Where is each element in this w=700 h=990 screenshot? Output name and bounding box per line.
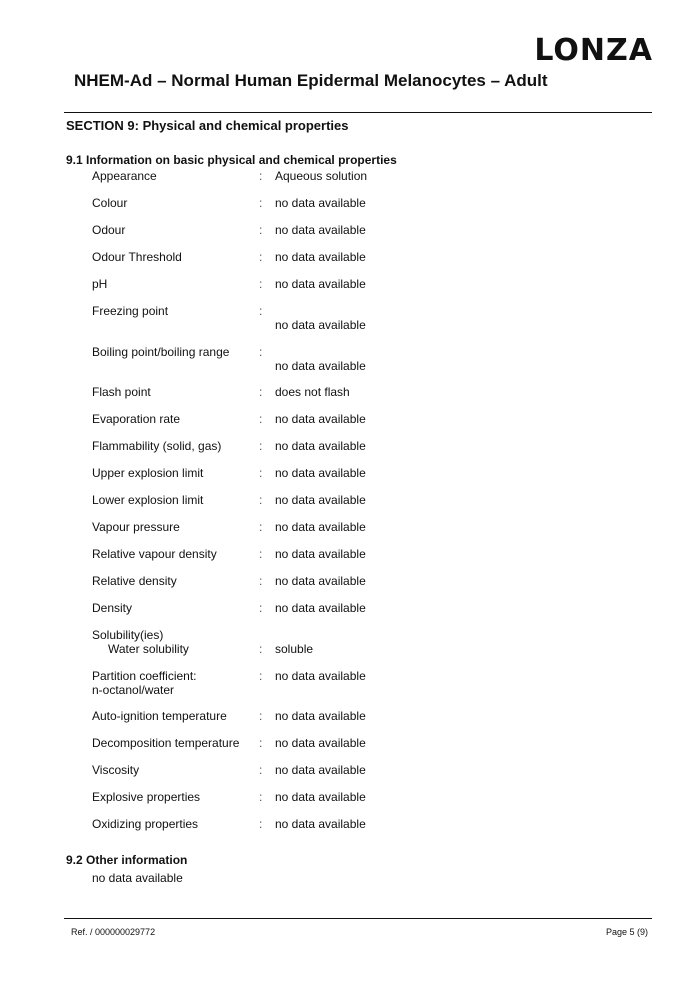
property-row — [92, 520, 612, 547]
property-label: Evaporation rate — [92, 412, 181, 426]
property-value: no data available — [275, 318, 366, 332]
property-label: Odour — [92, 223, 126, 237]
property-value: no data available — [275, 196, 366, 210]
property-row — [92, 736, 612, 763]
other-information-text: no data available — [92, 871, 183, 885]
property-value: no data available — [275, 277, 366, 291]
property-row — [92, 196, 612, 223]
property-colon: : — [259, 574, 263, 588]
property-value: no data available — [275, 574, 366, 588]
property-colon: : — [259, 345, 263, 359]
property-label: Colour — [92, 196, 128, 210]
property-colon: : — [259, 169, 263, 183]
property-value: no data available — [275, 439, 366, 453]
subsection-title-9-2: 9.2 Other information — [66, 853, 188, 867]
property-label: pH — [92, 277, 108, 291]
property-label: Flammability (solid, gas) — [92, 439, 222, 453]
property-label: Relative density — [92, 574, 177, 588]
property-colon: : — [259, 736, 263, 750]
section-title: SECTION 9: Physical and chemical properties — [66, 118, 349, 133]
lonza-logo: LONZA — [534, 33, 653, 68]
properties-table — [92, 169, 612, 844]
property-label: Viscosity — [92, 763, 140, 777]
property-row — [92, 547, 612, 574]
property-label: Lower explosion limit — [92, 493, 204, 507]
property-value: no data available — [275, 466, 366, 480]
property-row — [92, 304, 612, 345]
property-value: no data available — [275, 520, 366, 534]
property-label: Appearance — [92, 169, 157, 183]
property-colon: : — [259, 520, 263, 534]
property-value: no data available — [275, 736, 366, 750]
subsection-title-9-1: 9.1 Information on basic physical and chemical properties — [66, 153, 397, 167]
property-row — [92, 790, 612, 817]
property-colon: : — [259, 412, 263, 426]
footer-reference: Ref. / 000000029772 — [71, 927, 156, 937]
property-row — [92, 250, 612, 277]
property-colon: : — [259, 547, 263, 561]
property-colon: : — [259, 277, 263, 291]
property-value: no data available — [275, 601, 366, 615]
property-row — [92, 439, 612, 466]
property-value: soluble — [275, 642, 314, 656]
property-sublabel: Water solubility — [108, 642, 189, 656]
property-value: no data available — [275, 547, 366, 561]
property-row — [92, 709, 612, 736]
property-value: no data available — [275, 709, 366, 723]
property-row — [92, 223, 612, 250]
property-colon: : — [259, 439, 263, 453]
property-label: Odour Threshold — [92, 250, 182, 264]
property-value: Aqueous solution — [275, 169, 368, 183]
property-value: no data available — [275, 359, 366, 373]
property-colon: : — [259, 817, 263, 831]
property-label: Explosive properties — [92, 790, 201, 804]
property-row — [92, 574, 612, 601]
property-colon: : — [259, 669, 263, 683]
property-value: no data available — [275, 817, 366, 831]
document-title: NHEM-Ad – Normal Human Epidermal Melanocytes – Adult — [74, 71, 548, 90]
property-colon: : — [259, 709, 263, 723]
header-divider — [64, 112, 652, 113]
property-label: Freezing point — [92, 304, 169, 318]
property-colon: : — [259, 466, 263, 480]
property-label: Density — [92, 601, 133, 615]
property-colon: : — [259, 223, 263, 237]
property-colon: : — [259, 642, 263, 656]
property-label: Boiling point/boiling range — [92, 345, 230, 359]
property-label: Solubility(ies) — [92, 628, 164, 642]
property-row — [92, 628, 612, 669]
property-value: no data available — [275, 669, 366, 683]
property-colon: : — [259, 304, 263, 318]
footer-divider — [64, 918, 652, 919]
property-colon: : — [259, 385, 263, 399]
property-label: Partition coefficient: n-octanol/water — [92, 669, 197, 697]
property-row — [92, 817, 612, 844]
property-value: does not flash — [275, 385, 350, 399]
property-colon: : — [259, 493, 263, 507]
property-row — [92, 277, 612, 304]
property-row — [92, 466, 612, 493]
property-colon: : — [259, 790, 263, 804]
property-value: no data available — [275, 223, 366, 237]
property-row — [92, 412, 612, 439]
property-row — [92, 345, 612, 385]
property-colon: : — [259, 250, 263, 264]
property-label: Flash point — [92, 385, 151, 399]
property-colon: : — [259, 763, 263, 777]
property-row — [92, 169, 612, 196]
property-colon: : — [259, 601, 263, 615]
property-label: Oxidizing properties — [92, 817, 199, 831]
property-row — [92, 493, 612, 520]
property-label: Decomposition temperature — [92, 736, 240, 750]
property-value: no data available — [275, 790, 366, 804]
property-label: Auto-ignition temperature — [92, 709, 227, 723]
property-value: no data available — [275, 493, 366, 507]
property-row — [92, 385, 612, 412]
property-value: no data available — [275, 250, 366, 264]
property-label: Vapour pressure — [92, 520, 180, 534]
property-colon: : — [259, 196, 263, 210]
property-label: Upper explosion limit — [92, 466, 204, 480]
property-row — [92, 669, 612, 709]
property-row — [92, 601, 612, 628]
property-label: Relative vapour density — [92, 547, 217, 561]
property-value: no data available — [275, 763, 366, 777]
property-row — [92, 763, 612, 790]
property-value: no data available — [275, 412, 366, 426]
footer-page-number: Page 5 (9) — [605, 927, 648, 937]
